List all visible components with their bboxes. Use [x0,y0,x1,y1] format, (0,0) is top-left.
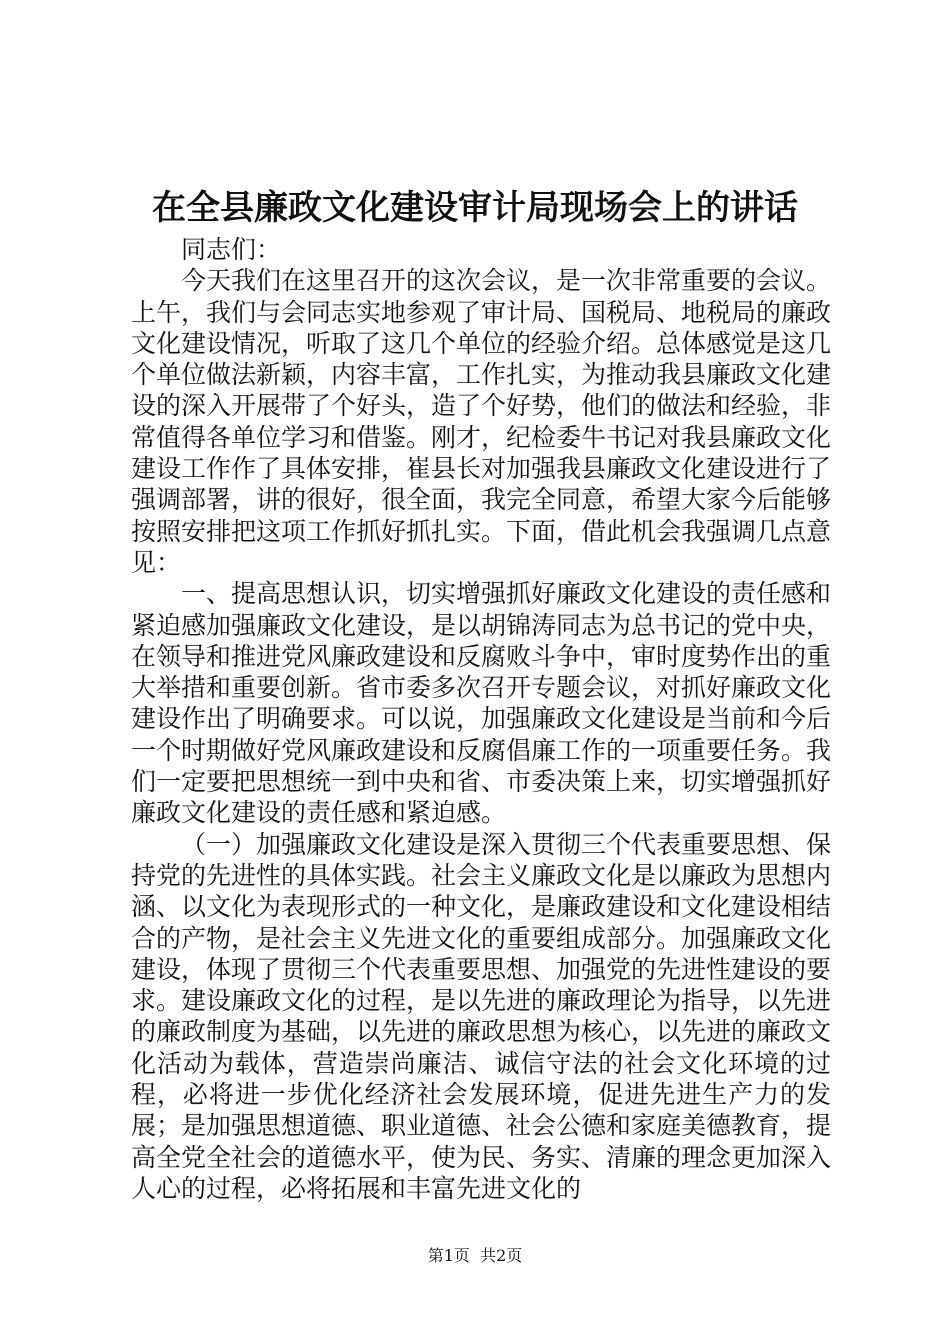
salutation: 同志们： [181,235,282,264]
paragraph-2: 一、提高思想认识，切实增强抓好廉政文化建设的责任感和紧迫感加强廉政文化建设，是以胡锦涛同志为总书记的党中央，在领导和推进党风廉政建设和反腐败斗争中，审时度势作出的重大举措和重要创新。省市委多次召开专题会议，对抓好廉政文化建设作出了明确要求。可以说，加强廉政文化建设是当前和今后一个时期做好党风廉政建设和反腐倡廉工作的一项重要任务。我们一定要把思想统一到中央和省、市委决策上来，切实增强抓好廉政文化建设的责任感和紧迫感。 [131,579,832,828]
document-body [131,234,831,1204]
document-title: 在全县廉政文化建设审计局现场会上的讲话 [152,188,798,228]
paragraph-3: （一）加强廉政文化建设是深入贯彻三个代表重要思想、保持党的先进性的具体实践。社会主义廉政文化是以廉政为思想内涵、以文化为表现形式的一种文化，是廉政建设和文化建设相结合的产物，是社会主义先进文化的重要组成部分。加强廉政文化建设，体现了贯彻三个代表重要思想、加强党的先进性建设的要求。建设廉政文化的过程，是以先进的廉政理论为指导，以先进的廉政制度为基础，以先进的廉政思想为核心，以先进的廉政文化活动为载体，营造崇尚廉洁、诚信守法的社会文化环境的过程，必将进一步优化经济社会发展环境，促进先进生产力的发展；是加强思想道德、职业道德、社会公德和家庭美德教育，提高全党全社会的道德水平，使为民、务实、清廉的理念更加深入人心的过程，必将拓展和丰富先进文化的 [131,829,832,1203]
page-footer [0,1245,950,1267]
page-number: 第1页 共2页 [427,1246,523,1265]
paragraph-1: 今天我们在这里召开的这次会议，是一次非常重要的会议。上午，我们与会同志实地参观了审计局、国税局、地税局的廉政文化建设情况，听取了这几个单位的经验介绍。总体感觉是这几个单位做法新颖，内容丰富，工作扎实，为推动我县廉政文化建设的深入开展带了个好头，造了个好势，他们的做法和经验，非常值得各单位学习和借鉴。刚才，纪检委牛书记对我县廉政文化建设工作作了具体安排，崔县长对加强我县廉政文化建设进行了强调部署，讲的很好，很全面，我完全同意，希望大家今后能够按照安排把这项工作抓好抓扎实。下面，借此机会我强调几点意见： [131,266,832,577]
